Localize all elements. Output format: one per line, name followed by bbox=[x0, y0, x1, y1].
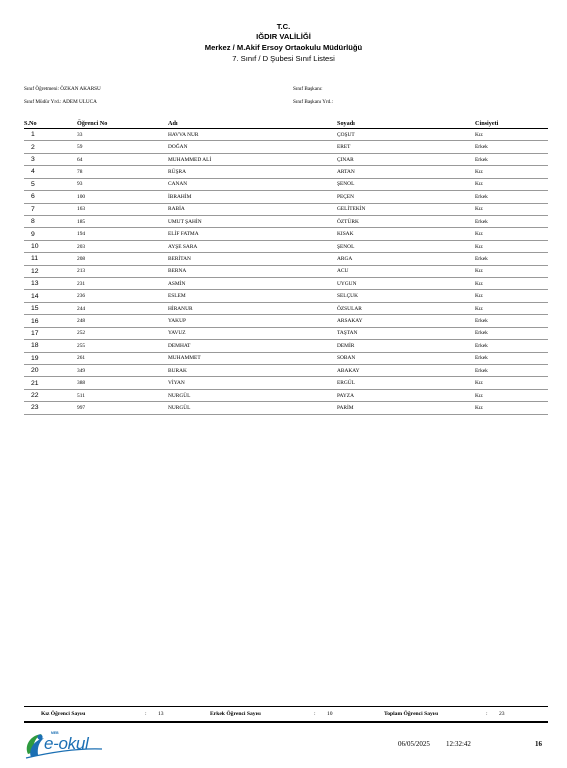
cell-gender: Kız bbox=[475, 402, 548, 414]
cell-first-name: BERNA bbox=[168, 265, 337, 277]
header-last-name: Soyadı bbox=[337, 118, 475, 129]
cell-gender: Kız bbox=[475, 166, 548, 178]
table-header-row bbox=[24, 118, 548, 129]
table-row bbox=[24, 215, 548, 227]
cell-sno: 17 bbox=[24, 327, 77, 339]
table-row bbox=[24, 203, 548, 215]
table-row bbox=[24, 340, 548, 352]
table-row bbox=[24, 265, 548, 277]
cell-first-name: VİYAN bbox=[168, 377, 337, 389]
total-count-label: Toplam Öğrenci Sayısı bbox=[384, 711, 439, 717]
table-row bbox=[24, 240, 548, 252]
cell-last-name: ÖZTÜRK bbox=[337, 215, 475, 227]
cell-gender: Kız bbox=[475, 203, 548, 215]
cell-last-name: ÇINAR bbox=[337, 153, 475, 165]
cell-gender: Erkek bbox=[475, 365, 548, 377]
cell-gender: Erkek bbox=[475, 191, 548, 203]
logo-small-label: MEB bbox=[51, 731, 59, 735]
e-okul-logo-text: e-okul bbox=[44, 734, 89, 753]
cell-gender: Kız bbox=[475, 129, 548, 141]
cell-sno: 2 bbox=[24, 141, 77, 153]
cell-last-name: GELİTEKİN bbox=[337, 203, 475, 215]
cell-sno: 20 bbox=[24, 365, 77, 377]
cell-last-name: PARİM bbox=[337, 402, 475, 414]
cell-student-no: 100 bbox=[77, 191, 168, 203]
boys-count-value: 10 bbox=[327, 711, 333, 717]
table-row bbox=[24, 389, 548, 401]
cell-last-name: DEMİR bbox=[337, 340, 475, 352]
table-row bbox=[24, 228, 548, 240]
cell-first-name: DOĞAN bbox=[168, 141, 337, 153]
footer-rule-bottom bbox=[24, 721, 548, 723]
table-row bbox=[24, 377, 548, 389]
header-sno: S.No bbox=[24, 118, 77, 129]
class-vice-principal: Sınıf Müdür Yrd.: ADEM ULUCA bbox=[24, 99, 97, 105]
cell-first-name: NURGÜL bbox=[168, 389, 337, 401]
cell-first-name: RÜŞRA bbox=[168, 166, 337, 178]
cell-gender: Kız bbox=[475, 302, 548, 314]
table-row bbox=[24, 141, 548, 153]
cell-student-no: 231 bbox=[77, 278, 168, 290]
table-row bbox=[24, 166, 548, 178]
cell-student-no: 194 bbox=[77, 228, 168, 240]
cell-student-no: 255 bbox=[77, 340, 168, 352]
cell-sno: 11 bbox=[24, 253, 77, 265]
cell-sno: 16 bbox=[24, 315, 77, 327]
cell-gender: Erkek bbox=[475, 253, 548, 265]
cell-gender: Erkek bbox=[475, 352, 548, 364]
cell-student-no: 213 bbox=[77, 265, 168, 277]
cell-first-name: AYŞE SARA bbox=[168, 240, 337, 252]
cell-sno: 3 bbox=[24, 153, 77, 165]
cell-sno: 15 bbox=[24, 302, 77, 314]
cell-student-no: 78 bbox=[77, 166, 168, 178]
cell-sno: 8 bbox=[24, 215, 77, 227]
cell-sno: 9 bbox=[24, 228, 77, 240]
cell-gender: Kız bbox=[475, 228, 548, 240]
cell-sno: 22 bbox=[24, 389, 77, 401]
cell-gender: Kız bbox=[475, 290, 548, 302]
cell-last-name: ERGÜL bbox=[337, 377, 475, 389]
cell-gender: Kız bbox=[475, 377, 548, 389]
cell-sno: 19 bbox=[24, 352, 77, 364]
cell-last-name: ARSAKAY bbox=[337, 315, 475, 327]
cell-gender: Kız bbox=[475, 278, 548, 290]
girls-count-value: 13 bbox=[158, 711, 164, 717]
cell-sno: 13 bbox=[24, 278, 77, 290]
cell-gender: Erkek bbox=[475, 153, 548, 165]
cell-student-no: 349 bbox=[77, 365, 168, 377]
cell-first-name: HAVVA NUR bbox=[168, 129, 337, 141]
cell-student-no: 163 bbox=[77, 203, 168, 215]
cell-gender: Kız bbox=[475, 389, 548, 401]
cell-last-name: ARTAN bbox=[337, 166, 475, 178]
cell-student-no: 185 bbox=[77, 215, 168, 227]
cell-first-name: UMUT ŞAHİN bbox=[168, 215, 337, 227]
cell-last-name: UYGUN bbox=[337, 278, 475, 290]
cell-gender: Kız bbox=[475, 178, 548, 190]
cell-gender: Erkek bbox=[475, 327, 548, 339]
cell-first-name: YAKUP bbox=[168, 315, 337, 327]
cell-first-name: ESLEM bbox=[168, 290, 337, 302]
cell-first-name: DEMHAT bbox=[168, 340, 337, 352]
girls-count-colon: : bbox=[145, 711, 147, 717]
cell-first-name: NURGÜL bbox=[168, 402, 337, 414]
class-president: Sınıf Başkanı: bbox=[293, 86, 323, 92]
footer-rule-top bbox=[24, 706, 548, 707]
cell-student-no: 203 bbox=[77, 240, 168, 252]
header-line-governorship: IĞDIR VALİLİĞİ bbox=[256, 32, 311, 41]
cell-first-name: BURAK bbox=[168, 365, 337, 377]
table-row bbox=[24, 290, 548, 302]
student-table bbox=[24, 118, 548, 415]
table-row bbox=[24, 365, 548, 377]
cell-student-no: 64 bbox=[77, 153, 168, 165]
cell-student-no: 33 bbox=[77, 129, 168, 141]
header-first-name: Adı bbox=[168, 118, 337, 129]
table-row bbox=[24, 153, 548, 165]
cell-first-name: HİRANUR bbox=[168, 302, 337, 314]
cell-student-no: 388 bbox=[77, 377, 168, 389]
cell-gender: Erkek bbox=[475, 315, 548, 327]
print-date: 06/05/2025 bbox=[398, 740, 430, 748]
cell-sno: 21 bbox=[24, 377, 77, 389]
girls-count-label: Kız Öğrenci Sayısı bbox=[41, 711, 86, 717]
cell-gender: Kız bbox=[475, 240, 548, 252]
cell-sno: 5 bbox=[24, 178, 77, 190]
table-row bbox=[24, 178, 548, 190]
header-line-class: 7. Sınıf / D Şubesi Sınıf Listesi bbox=[232, 54, 335, 63]
cell-last-name: ERET bbox=[337, 141, 475, 153]
cell-student-no: 93 bbox=[77, 178, 168, 190]
header-gender: Cinsiyeti bbox=[475, 118, 548, 129]
cell-student-no: 261 bbox=[77, 352, 168, 364]
cell-first-name: CANAN bbox=[168, 178, 337, 190]
class-teacher: Sınıf Öğretmeni: ÖZKAN AKARSU bbox=[24, 86, 101, 92]
cell-first-name: ASMİN bbox=[168, 278, 337, 290]
class-vice-president: Sınıf Başkanı Yrd.: bbox=[293, 99, 334, 105]
cell-last-name: SOBAN bbox=[337, 352, 475, 364]
total-count-value: 23 bbox=[499, 711, 505, 717]
cell-student-no: 244 bbox=[77, 302, 168, 314]
table-row bbox=[24, 302, 548, 314]
cell-gender: Kız bbox=[475, 265, 548, 277]
cell-last-name: PAYZA bbox=[337, 389, 475, 401]
cell-gender: Erkek bbox=[475, 141, 548, 153]
cell-student-no: 997 bbox=[77, 402, 168, 414]
cell-last-name: ARGA bbox=[337, 253, 475, 265]
table-row bbox=[24, 327, 548, 339]
cell-first-name: ELİF FATMA bbox=[168, 228, 337, 240]
cell-first-name: RABİA bbox=[168, 203, 337, 215]
cell-sno: 4 bbox=[24, 166, 77, 178]
boys-count-colon: : bbox=[314, 711, 316, 717]
table-row bbox=[24, 352, 548, 364]
cell-student-no: 248 bbox=[77, 315, 168, 327]
cell-first-name: İBRAHİM bbox=[168, 191, 337, 203]
cell-sno: 23 bbox=[24, 402, 77, 414]
table-row bbox=[24, 315, 548, 327]
cell-student-no: 252 bbox=[77, 327, 168, 339]
cell-sno: 10 bbox=[24, 240, 77, 252]
total-count-colon: : bbox=[486, 711, 488, 717]
page-number: 16 bbox=[535, 740, 542, 748]
table-row bbox=[24, 402, 548, 414]
cell-last-name: ABAKAY bbox=[337, 365, 475, 377]
cell-sno: 14 bbox=[24, 290, 77, 302]
cell-last-name: TAŞTAN bbox=[337, 327, 475, 339]
cell-student-no: 511 bbox=[77, 389, 168, 401]
cell-gender: Erkek bbox=[475, 215, 548, 227]
table-row bbox=[24, 278, 548, 290]
table-row bbox=[24, 129, 548, 141]
cell-first-name: YAVUZ bbox=[168, 327, 337, 339]
cell-last-name: SELÇUK bbox=[337, 290, 475, 302]
cell-first-name: MUHAMMET bbox=[168, 352, 337, 364]
print-time: 12:32:42 bbox=[446, 740, 471, 748]
cell-sno: 7 bbox=[24, 203, 77, 215]
boys-count-label: Erkek Öğrenci Sayısı bbox=[210, 711, 261, 717]
header-line-school: Merkez / M.Akif Ersoy Ortaokulu Müdürlüğü bbox=[204, 43, 363, 52]
cell-student-no: 59 bbox=[77, 141, 168, 153]
cell-last-name: ŞENOL bbox=[337, 178, 475, 190]
cell-gender: Erkek bbox=[475, 340, 548, 352]
cell-first-name: BERİTAN bbox=[168, 253, 337, 265]
header-student-no: Öğrenci No bbox=[77, 118, 168, 129]
cell-student-no: 208 bbox=[77, 253, 168, 265]
table-row bbox=[24, 253, 548, 265]
cell-sno: 12 bbox=[24, 265, 77, 277]
cell-student-no: 236 bbox=[77, 290, 168, 302]
cell-first-name: MUHAMMED ALİ bbox=[168, 153, 337, 165]
cell-last-name: ACU bbox=[337, 265, 475, 277]
cell-last-name: ŞENOL bbox=[337, 240, 475, 252]
table-row bbox=[24, 191, 548, 203]
header-line-tc: T.C. bbox=[276, 22, 291, 31]
cell-last-name: PEÇEN bbox=[337, 191, 475, 203]
cell-sno: 6 bbox=[24, 191, 77, 203]
cell-last-name: ÇOŞUT bbox=[337, 129, 475, 141]
cell-sno: 1 bbox=[24, 129, 77, 141]
cell-sno: 18 bbox=[24, 340, 77, 352]
cell-last-name: KISAK bbox=[337, 228, 475, 240]
cell-last-name: ÖZSULAR bbox=[337, 302, 475, 314]
